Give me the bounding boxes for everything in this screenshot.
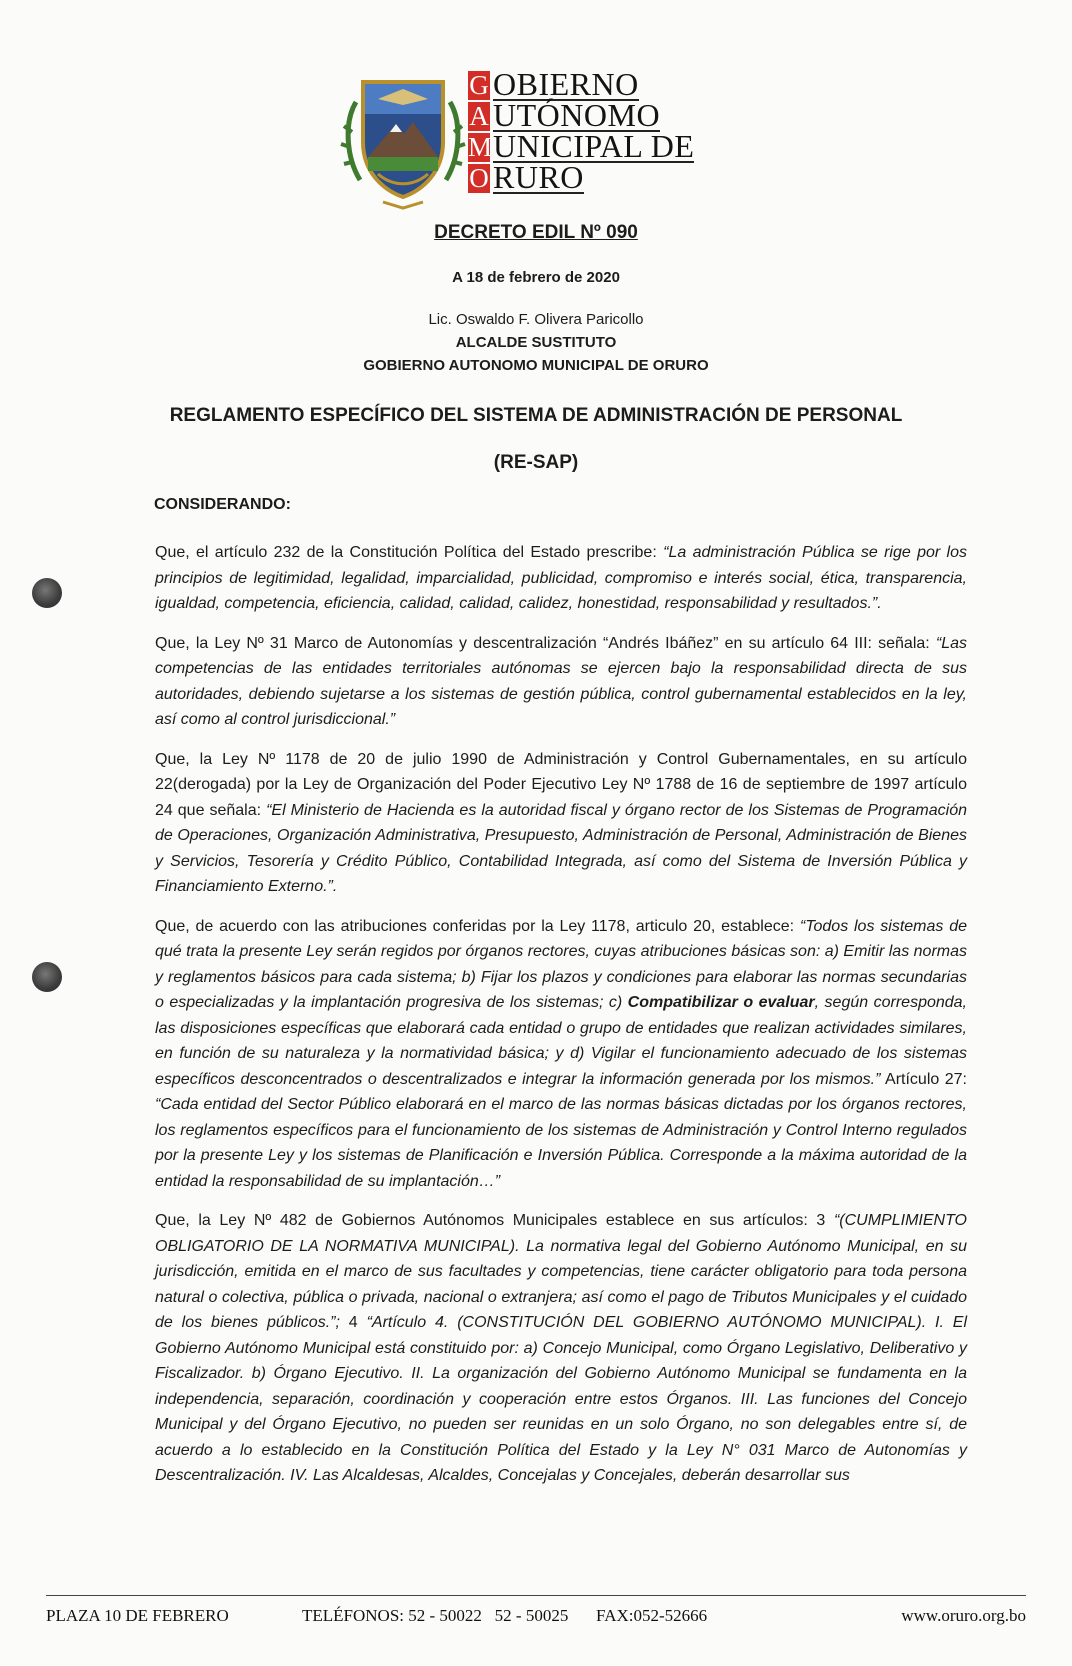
paragraph-text: 4: [339, 1314, 367, 1331]
footer: [46, 1606, 1026, 1630]
logotype-word: UTÓNOMO: [493, 97, 661, 133]
paragraph-quote: “Las competencias de las entidades territoriales autónomas se ejercen bajo la responsabilidad directa de sus autoridades, debiendo sujetarse a los sistemas de gestión pública, control gubernamental establecidos en la ley, así como al control jurisdiccional.”: [155, 634, 967, 728]
paragraph-quote: , según corresponda, las disposiciones específicas que elaborará cada entidad o grupo de entidades que realizan actividades similares, en función de su naturaleza y la normatividad básica; y d) Vigilar el funcionamiento adecuado de los sistemas específicos desconcentrados o descentralizados e integrar la información generada por los mismos.”: [155, 994, 968, 1088]
regulation-title: REGLAMENTO ESPECÍFICO DEL SISTEMA DE ADMINISTRACIÓN DE PERSONAL: [169, 405, 903, 426]
signer-role: ALCALDE SUSTITUTO: [455, 334, 617, 351]
decree-title: DECRETO EDIL Nº 090: [434, 222, 638, 243]
logotype-row: [468, 159, 694, 195]
paragraph-text: Que, la Ley Nº 1178 de 20 de julio 1990 de Administración y Control Gubernamentales, en su artículo 22(derogada) por la Ley de Organización del Poder Ejecutivo Ley Nº 1788 de 16 de septiembre de 1997 artículo 24 que señala:: [155, 750, 967, 819]
paragraph-text: Que, la Ley Nº 482 de Gobiernos Autónomos Municipales establece en sus artículos: 3: [155, 1212, 834, 1229]
paragraph: [155, 1208, 967, 1489]
logotype-letter: A: [469, 101, 489, 131]
paragraph-quote: “La administración Pública se rige por los principios de legitimidad, legalidad, imparcialidad, publicidad, compromiso e interés social, ética, transparencia, igualdad, competencia, eficiencia, calidad, calidad, calidez, honestidad, responsabilidad y resultados.”.: [155, 544, 967, 612]
paragraph-quote: “Artículo 4. (CONSTITUCIÓN DEL GOBIERNO AUTÓNOMO MUNICIPAL). I. El Gobierno Autónomo Municipal está constituido por: a) Concejo Municipal, como Órgano Legislativo, Deliberativo y Fiscalizador. b) Órgano Ejecutivo. II. La organización del Gobierno Autónomo Municipal se fundamenta en la independencia, separación, coordinación y cooperación entre estos Órganos. III. Las funciones del Concejo Municipal y del Órgano Ejecutivo, no pueden ser reunidas en un solo Órgano, no son delegables entre sí, de acuerdo a lo establecido en la Constitución Política del Estado y la Ley N° 031 Marco de Autonomías y Descentralización. IV. Las Alcaldesas, Alcaldes, Concejalas y Concejales, deberán desarrollar sus: [155, 1314, 968, 1484]
punch-hole-bottom: [32, 962, 62, 992]
document-body: [155, 540, 967, 1503]
footer-fax: FAX:052-52666: [596, 1606, 708, 1625]
logotype-letter: O: [469, 163, 489, 193]
paragraph: [155, 631, 967, 733]
decree-date: A 18 de febrero de 2020: [452, 269, 620, 286]
regulation-acronym: (RE-SAP): [493, 452, 579, 473]
paragraph: [155, 540, 967, 617]
punch-hole-top: [32, 578, 62, 608]
paragraph-quote: “El Ministerio de Hacienda es la autoridad fiscal y órgano rector de los Sistemas de Programación de Operaciones, Organización Administrativa, Presupuesto, Administración de Personal, Administración de Bienes y Servicios, Tesorería y Crédito Público, Contabilidad Integrada, así como del Sistema de Inversión Pública y Financiamiento Externo.”.: [155, 801, 968, 895]
signer-organization: GOBIERNO AUTONOMO MUNICIPAL DE ORURO: [363, 357, 709, 374]
signer-name: Lic. Oswaldo F. Olivera Paricollo: [428, 311, 644, 328]
paragraph: [155, 747, 967, 900]
paragraph-quote: “(CUMPLIMIENTO OBLIGATORIO DE LA NORMATIVA MUNICIPAL). La normativa legal del Gobierno Autónomo Municipal, en su jurisdicción, emitida en el marco de sus facultades y competencias, tiene carácter obligatorio para toda persona natural o colectiva, pública o privada, nacional o extranjera; así como el pago de Tributos Municipales y el cuidado de los bienes públicos.”;: [155, 1212, 967, 1331]
paragraph-text: Que, de acuerdo con las atribuciones conferidas por la Ley 1178, articulo 20, establece:: [155, 917, 800, 935]
municipal-seal-icon: [338, 62, 468, 212]
paragraph: [155, 914, 967, 1195]
footer-address: PLAZA 10 DE FEBRERO: [46, 1606, 229, 1625]
footer-divider: [46, 1595, 1026, 1596]
considerando-heading: CONSIDERANDO:: [154, 496, 291, 513]
paragraph-text: Artículo 27:: [880, 1070, 967, 1088]
gamo-logotype: [468, 66, 695, 195]
paragraph-text: Que, el artículo 232 de la Constitución Política del Estado prescribe:: [155, 544, 664, 561]
paragraph-quote: “Cada entidad del Sector Público elaborará en el marco de las normas básicas dictadas por los órganos rectores, los reglamentos específicos para el funcionamiento de los sistemas de Administración y Control Interno regulados por la presente Ley y los sistemas de Planificación e Inversión Pública. Corresponde a la máxima autoridad de la entidad la responsabilidad de su implantación…”: [155, 1096, 967, 1190]
footer-phones: TELÉFONOS: 52 - 50022 52 - 50025: [302, 1606, 569, 1625]
logotype-word: RURO: [493, 159, 584, 195]
logotype-letter: M: [468, 132, 493, 162]
paragraph-quote: “Todos los sistemas de qué trata la presente Ley serán regidos por órganos rectores, cuyas atribuciones básicas son: a) Emitir las normas y reglamentos básicos para cada sistema; b) Fijar los plazos y condiciones para elaborar las normas secundarias o especializadas y la implantación progresiva de los sistemas; c): [155, 917, 967, 1011]
paragraph-bold-quote: Compatibilizar o evaluar: [627, 994, 815, 1011]
footer-website[interactable]: www.oruro.org.bo: [901, 1606, 1026, 1625]
paragraph-text: Que, la Ley Nº 31 Marco de Autonomías y descentralización “Andrés Ibáñez” en su artículo 64 III: señala:: [155, 634, 936, 652]
signer-block: [0, 308, 1072, 377]
logotype-word: OBIERNO: [493, 66, 639, 102]
logotype-word: UNICIPAL DE: [493, 128, 695, 164]
logotype-letter: G: [469, 70, 489, 100]
